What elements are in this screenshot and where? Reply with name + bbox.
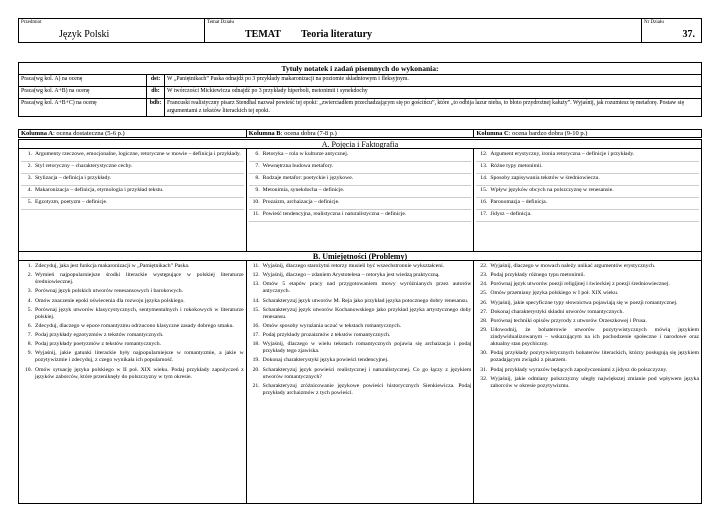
list-item: [476, 376, 699, 390]
topic-prefix: TEMAT: [245, 28, 281, 40]
item-number: 30.: [480, 350, 488, 357]
topic-value: Teoria literatury: [301, 28, 373, 40]
item-text: Scharakteryzuj język utworów M. Reja jako przykład języka potocznego dobry renesansu.: [262, 297, 469, 304]
list-item: [21, 367, 244, 381]
column-desc: : ocena bardzo dobra (9-10 p.): [508, 130, 588, 137]
item-number: 5.: [27, 306, 32, 313]
section-a: [18, 139, 702, 252]
subject-value: Język Polski: [59, 28, 110, 40]
list-item: [249, 151, 472, 162]
list-item: [21, 151, 244, 162]
item-number: 7.: [27, 332, 32, 338]
list-item: [476, 327, 699, 348]
item-text: Wpływ języków obcych na polszczyznę w renesansie.: [490, 187, 614, 193]
list-item: [21, 341, 244, 348]
item-number: 12.: [480, 151, 488, 157]
item-number: 16.: [480, 199, 488, 205]
item-number: 24.: [480, 281, 488, 288]
item-text: Wyjaśnij, dlaczego w mowach należy unikać argumentów erystycznych.: [490, 263, 656, 269]
column-legend: [18, 129, 702, 138]
item-text: Podaj przykłady pozytywistycznych bohaterów literackich, którzy posługują się językiem pozadającym związki z pisarzem.: [490, 350, 700, 364]
list-item: [21, 307, 244, 321]
section-b-col-a: [19, 261, 247, 503]
item-text: Udowodnij, że bohaterowie utworów pozytywistycznych mówią językiem zindywidualizowanym – wskazującym na ich pochodzenie społeczne i narodowe oraz aktualny stan psychiczny.: [490, 326, 700, 348]
task-row: [19, 99, 702, 116]
list-item: [21, 288, 244, 295]
list-item: [249, 383, 472, 397]
subject-caption: Przedmiot: [21, 20, 42, 25]
item-number: 25.: [480, 290, 488, 297]
item-text: Porównaj język utworów poezji religijnej i świeckiej z poezji średniowiecznej.: [490, 281, 670, 288]
item-number: 1.: [27, 263, 32, 269]
list-item: [249, 163, 472, 174]
item-text: Wewnętrzna budowa metafory.: [262, 163, 334, 169]
list-item: [476, 151, 699, 162]
item-number: 4.: [27, 297, 32, 304]
item-text: Wyjaśnij, dlaczego starożytni retorzy musieli być wszechstronnie wykształceni.: [262, 263, 445, 269]
item-number: 2.: [27, 272, 32, 279]
item-number: 14.: [480, 175, 488, 181]
item-text: Podaj przykłady różnego typu metonimii.: [490, 272, 585, 279]
list-item: [476, 263, 699, 270]
item-text: Powieść tendencyjna, realistyczna i naturalistyczna – definicje.: [262, 211, 407, 217]
list-item: [21, 263, 244, 270]
item-text: Sposoby zapisywania tekstów w średniowieczu.: [490, 175, 600, 181]
item-text: Zdecyduj, dlaczego w epoce romantyzmu odrzucono klasyczne zasady dobrego smaku.: [35, 322, 234, 329]
list-item: [476, 367, 699, 374]
task-label: Praca(wg kol. A) na ocenę: [19, 75, 147, 87]
column-c-legend: [474, 129, 702, 138]
item-number: 32.: [480, 375, 488, 382]
list-item: [249, 187, 472, 198]
list-item: [249, 272, 472, 279]
column-key: Kolumna A: [21, 130, 53, 137]
item-text: Wyjaśnij, dlaczego – zdaniem Arystotelesa – retoryka jest wiedzą praktyczną.: [262, 272, 440, 279]
item-text: Omów przemiany języka polskiego w I poł. XIX wieku.: [490, 290, 619, 297]
item-number: 6.: [255, 151, 260, 157]
topic-caption: Temat Działu: [207, 20, 234, 25]
item-text: Prozaizm, archaizacja – definicje.: [262, 199, 340, 205]
section-a-col-b: [247, 149, 475, 251]
item-number: 19.: [252, 357, 260, 364]
item-number: 8.: [255, 175, 260, 181]
list-item: [476, 309, 699, 316]
item-number: 31.: [480, 366, 488, 373]
header-table: [18, 18, 702, 43]
task-label: Praca(wg kol. A+B) na ocenę: [19, 87, 147, 99]
item-text: Egzotyzm, poetyzm – definicje.: [35, 199, 108, 205]
worksheet: [18, 18, 702, 504]
item-number: 13.: [252, 281, 260, 288]
column-desc: : ocena dobra (7-8 p.): [280, 130, 337, 137]
item-number: 22.: [480, 263, 488, 269]
section-a-col-a: [19, 149, 247, 251]
section-a-col-c: [474, 149, 701, 251]
column-a-legend: [18, 129, 247, 138]
section-a-title: A. Pojęcia i Faktografia: [18, 139, 702, 149]
item-text: Wyjaśnij, jakie gatunki literackie były najpopularniejsze w romantyzmie, a jakie w pozytywizmie i zdecyduj, z czego wynikała ich popularność.: [35, 350, 244, 364]
item-number: 3.: [27, 288, 32, 295]
column-desc: : ocena dostateczna (5-6 p.): [52, 130, 125, 137]
item-number: 15.: [252, 306, 260, 313]
section-b: [18, 251, 702, 504]
item-text: Dokonaj charakterystyki składni utworów romantycznych.: [490, 308, 624, 315]
list-item: [21, 163, 244, 174]
task-grade: db:: [147, 87, 165, 99]
task-text: W twórczości Mickiewicza odnajdź po 3 przykłady hiperboli, metonimii i synekdochy: [165, 87, 702, 99]
item-text: Makaronizacja – definicja, etymologia i przykład tekstu.: [35, 187, 164, 193]
list-item: [476, 211, 699, 222]
list-item: [21, 187, 244, 198]
list-item: [249, 307, 472, 321]
item-text: Zdecyduj, jaka jest funkcja makaronizacji w „Pamiętnikach” Paska.: [35, 263, 190, 269]
item-text: Stylizacja – definicja i przykłady.: [35, 175, 112, 181]
item-text: Porównaj język polskich utworów renesansowych i barokowych.: [35, 288, 183, 295]
list-item: [21, 350, 244, 364]
item-number: 5.: [27, 199, 32, 205]
item-number: 10.: [24, 366, 32, 373]
list-item: [476, 290, 699, 297]
item-text: Dokonaj charakterystyki języka powieści tendencyjnej.: [262, 357, 389, 364]
item-number: 21.: [252, 382, 260, 389]
list-item: [21, 199, 244, 210]
item-text: Podaj przykłady prozaizmów z tekstów romantycznych.: [262, 332, 391, 338]
item-number: 28.: [480, 317, 488, 324]
list-item: [476, 281, 699, 288]
item-number: 8.: [27, 341, 32, 348]
item-number: 17.: [252, 332, 260, 338]
item-text: Różne typy metonimii.: [490, 163, 543, 169]
task-row: [19, 75, 702, 87]
number-caption: Nr Działu: [644, 20, 664, 25]
item-text: Podaj przykłady wyrazów będących zapożyczeniami z jidysz do polszczyzny.: [490, 366, 668, 373]
item-number: 12.: [252, 272, 260, 279]
item-text: Podaj przykłady egzotyzmów z tekstów romantycznych.: [35, 332, 164, 338]
item-text: Omów sposoby wyrażania uczuć w tekstach romantycznych.: [262, 322, 402, 329]
item-number: 20.: [252, 366, 260, 373]
item-text: Paronomazja – definicja.: [490, 199, 548, 205]
item-number: 4.: [27, 187, 32, 193]
item-number: 18.: [252, 341, 260, 348]
item-text: Porównaj techniki opisów przyrody z utworów Orzeszkowej i Prusa.: [490, 317, 647, 324]
item-number: 15.: [480, 187, 488, 193]
item-number: 16.: [252, 322, 260, 329]
item-text: Rodzaje metafor: poetyckie i językowe.: [262, 175, 354, 181]
item-text: Scharakteryzuj zróżnicowanie językowe powieści historycznych Sienkiewicza. Podaj przykłady archaizmów z tych powieści.: [262, 382, 472, 396]
item-number: 23.: [480, 272, 488, 279]
list-item: [249, 281, 472, 295]
list-item: [476, 175, 699, 186]
task-text: Francuski realistyczny pisarz Stendhal nazwał powieść tej epoki: „zwierciadłem przechadzającym się po gościńcu”, które „to odbija lazur nieba, to błoto przydrożnej kałuży”. Wyjaśnij, jak rozumiesz tę metaforę. Postaw się argumentami z tekstów literackich tej epoki.: [165, 99, 702, 116]
item-number: 29.: [480, 326, 488, 333]
task-label: Praca(wg kol. A+B+C) na ocenę: [19, 99, 147, 116]
list-item: [476, 318, 699, 325]
item-number: 13.: [480, 163, 488, 169]
list-item: [249, 367, 472, 381]
item-text: Omów 5 etapów pracy nad przygotowaniem mowy wyróżnianych przez autorów antycznych.: [262, 281, 472, 295]
list-item: [249, 323, 472, 330]
column-key: Kolumna C: [476, 130, 509, 137]
item-text: Argumenty rzeczowe, emocjonalne, logiczne, retoryczne w mowie – definicja i przykłady.: [35, 151, 241, 157]
item-text: Wyjaśnij, dlaczego w wielu tekstach romantycznych pojawia się archaizacja i podaj przykłady tego zjawiska.: [262, 341, 472, 355]
list-item: [476, 187, 699, 198]
item-number: 7.: [255, 163, 260, 169]
item-number: 6.: [27, 322, 32, 329]
item-text: Omów sytuację języka polskiego w II poł. XIX wieku. Podaj przykłady zapożyczeń z języków zaborców, które przeniknęły do polszczyzny w tym okresie.: [35, 366, 244, 380]
item-number: 17.: [480, 211, 488, 217]
item-text: Porównaj język utworów klasycystycznych, sentymentalnych i rokokowych w literaturze polskiej.: [35, 306, 244, 320]
list-item: [21, 272, 244, 286]
item-number: 27.: [480, 308, 488, 315]
item-text: Metonimia, synekdocha – definicje.: [262, 187, 345, 193]
list-item: [476, 350, 699, 364]
list-item: [476, 163, 699, 174]
task-row: [19, 87, 702, 99]
subject-cell: [19, 19, 205, 42]
item-text: Wyjaśnij, jakie specyficzne typy słownictwa pojawiają się w poezji romantycznej.: [490, 299, 678, 306]
column-b-legend: [247, 129, 475, 138]
section-b-title: B. Umiejętności (Problemy): [312, 252, 408, 261]
list-item: [21, 175, 244, 186]
list-item: [249, 211, 472, 222]
task-grade: dst:: [147, 75, 165, 87]
item-text: Retoryka – rola w kulturze antycznej.: [262, 151, 349, 157]
list-item: [476, 300, 699, 307]
item-number: 10.: [252, 199, 260, 205]
section-b-col-b: [247, 261, 475, 503]
item-number: 11.: [252, 263, 260, 269]
column-key: Kolumna B: [248, 130, 281, 137]
task-text: W „Paniętnikach” Paska odnajdź po 3 przykłady makaronizacji na poziomie składniowym i fleksyjnym.: [165, 75, 702, 87]
number-cell: [642, 19, 701, 42]
task-grade: bdb:: [147, 99, 165, 116]
item-text: Styl retoryczny – charakterystyczne cechy.: [35, 163, 133, 169]
section-b-col-c: [474, 261, 701, 503]
list-item: [249, 175, 472, 186]
tasks-table: [18, 62, 702, 117]
topic-cell: [205, 19, 642, 42]
number-value: 37.: [682, 28, 695, 40]
list-item: [21, 332, 244, 339]
item-text: Argument erystyczny, ironia retoryczna – definicje i przykłady.: [490, 151, 635, 157]
item-number: 11.: [252, 211, 260, 217]
item-number: 2.: [27, 163, 32, 169]
item-text: Podaj przykłady poetyzmów z tekstów romantycznych.: [35, 341, 162, 348]
list-item: [249, 332, 472, 339]
item-text: Wymień najpopularniejsze środki literackie występujące w polskiej literaturze średniowiecznej.: [35, 272, 244, 286]
item-number: 9.: [255, 187, 260, 193]
list-item: [249, 298, 472, 305]
list-item: [249, 263, 472, 270]
item-text: Scharakteryzuj język utworów Kochanowskiego jako przykład języka artystycznego doby renesansu.: [262, 306, 472, 320]
item-number: 9.: [27, 350, 32, 357]
list-item: [476, 199, 699, 210]
item-number: 14.: [252, 297, 260, 304]
list-item: [476, 272, 699, 279]
list-item: [21, 298, 244, 305]
item-text: Jidysz – definicja.: [490, 211, 532, 217]
list-item: [249, 341, 472, 355]
item-text: Omów znaczenie epoki oświecenia dla rozwoju języka polskiego.: [35, 297, 185, 304]
item-text: Scharakteryzuj język powieści realistycznej i naturalistycznej. Co go łączy z językiem utworów romantycznych?: [262, 366, 472, 380]
item-number: 3.: [27, 175, 32, 181]
item-text: Wyjaśnij, jakie odmiany polszczyzny uległy największej zmianie pod wpływem języka zaborców w okresie pozytywizmu.: [490, 375, 700, 389]
list-item: [249, 357, 472, 364]
list-item: [249, 199, 472, 210]
item-number: 1.: [27, 151, 32, 157]
list-item: [21, 323, 244, 330]
item-number: 26.: [480, 299, 488, 306]
tasks-title: Tytuły notatek i zadań pisemnych do wykonania:: [19, 63, 702, 75]
